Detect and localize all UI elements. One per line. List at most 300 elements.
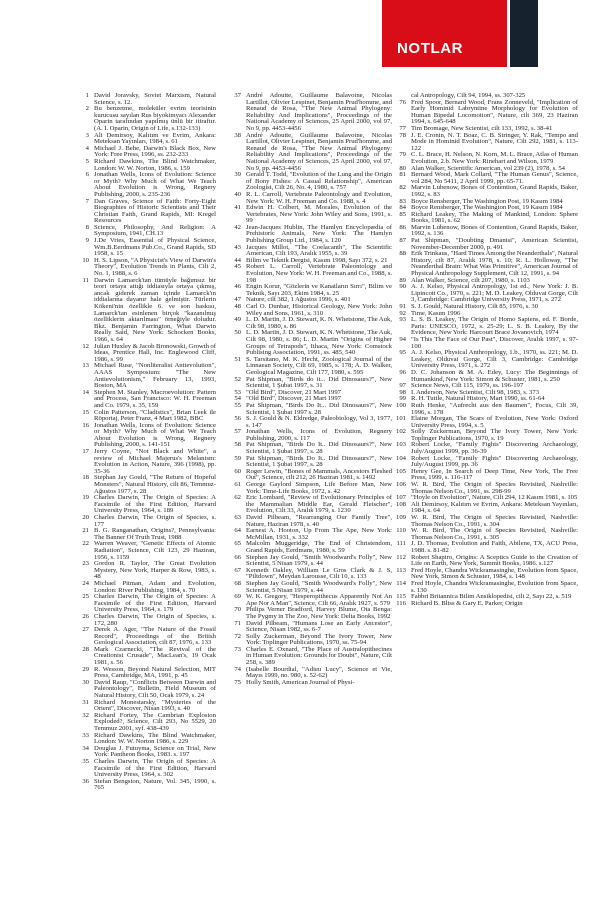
note-text: Kenneth Oakley, William Le Gros Clark & J. S, "Piltdown", Meydan Larousse, Cilt 10, s. 133	[246, 566, 392, 581]
note-text: L. S. B. Leakey, The Origin of Homo Sapiens, ed. F. Borde, Paris: UNESCO, 1972, s. 25-29; L. S. B. Leakey, By the Evidence, New York: Harcourt Brace Jovanovich, 1974	[411, 316, 578, 337]
note-entry	[76, 278, 216, 344]
note-text: Time, Kasım 1996	[411, 309, 461, 317]
note-entry	[76, 390, 216, 410]
note-entry	[76, 410, 216, 423]
note-entry	[228, 456, 392, 469]
note-entry	[76, 733, 216, 746]
note-number: 7	[85, 197, 89, 205]
note-text: Eric Lombard, "Review of Evolutionary Principles of the Mammalian Middle Ear, Gerald Fleischer", Evolution, Cilt 33, Aralık 1979, s. 1230	[246, 494, 392, 515]
note-number: 14	[82, 388, 89, 396]
note-text: L. D. Martin, J. D. Stewart, K. N. Whetstone, The Auk, Cilt 98, 1980, s. 86	[246, 316, 392, 330]
note-text: Dan Graves, Science of Faith: Forty-Eight Biographies of Historic Scientists and Their Christian Faith, Grand Rapids, MI: Kregel Resources	[94, 197, 216, 225]
note-text: "Old Bird", Discover, 21 Mart 1997	[246, 388, 342, 396]
note-number: 116	[396, 599, 406, 607]
notlar-banner	[382, 0, 507, 67]
note-number: 41	[234, 204, 241, 212]
note-text: Michael J. Behe, Darwin's Black Box, New York: Free Press, 1996, ss. 232-233	[94, 144, 216, 159]
note-number: 21	[82, 527, 89, 535]
note-text: Henry Gee, In Search of Deep Time, New York, The Free Press, 1999, s. 116-117	[411, 467, 578, 482]
note-entry	[76, 779, 216, 792]
note-text: Jean-Jacques Hublin, The Hamlyn Encyclopædia of Prehistoric Animals, New York: The Hamlyn Publishing Group Ltd., 1984, s. 120	[246, 223, 392, 245]
note-entry	[228, 541, 392, 554]
note-text: Richard Fortey, The Cambrian Explosion Exploded?, Science, Cilt 293, No 5529, 20 Temmuz 2001, syf. 438-439	[94, 711, 216, 732]
note-text: Pat Shipman, "Birds Do It... Did Dinosaurs?", New Scientist, 1 Şubat 1997 s. 28	[246, 401, 392, 416]
note-text: Bu benzetme, moleküler evrim teorisinin kurucusu sayılan Rus biyokimyacı Alexander Oparin tarafından yapılmış ünlü bir itiraftır. (A. I. Oparin, Origin of Life, s.132-133)	[94, 105, 216, 132]
note-text: Ruth Henke, "Aufrecht aus den Baumen", Focus, Cilt 39, 1996, s. 178	[411, 401, 578, 416]
note-number: 78	[399, 131, 406, 139]
note-number: 45	[234, 263, 241, 271]
note-text: David Raup, "Conflicts Between Darwin and Paleontology", Bulletin, Field Museum of Natural History, Cilt 50, Ocak 1979, s. 24	[94, 678, 216, 700]
note-number: 22	[82, 540, 89, 548]
note-number: 17	[82, 448, 89, 456]
note-entry	[76, 423, 216, 449]
note-number: 74	[234, 665, 241, 673]
note-text: H. S. Lipson, "A Physicist's View of Darwin's Theory", Evolution Trends in Plants, Cilt 2, No. 1, 1988, s. 6	[94, 256, 216, 278]
note-number: 71	[234, 619, 241, 627]
note-entry	[76, 199, 216, 225]
note-text: J.De Vries, Essential of Physical Science, Wm.B.Eerdmans Pub.Co., Grand Rapids, SD 1958, s. 15	[94, 237, 216, 258]
note-number: 90	[399, 283, 406, 291]
note-text: Michael Pitman, Adam and Evolution, London: River Publishing, 1984, s. 70	[94, 579, 216, 594]
note-entry	[228, 205, 392, 225]
note-text: Science, Philosophy, And Religion: A Symposium, 1941, CH.13	[94, 223, 216, 238]
note-number: 48	[234, 303, 241, 310]
note-number: 110	[396, 527, 406, 535]
note-number: 93	[399, 316, 406, 324]
note-text: Edwin H. Colbert, M. Morales, Evolution of the Vertebrates, New York: John Wiley and Sons, 1991, s. 99	[246, 204, 392, 225]
note-entry	[228, 377, 392, 390]
note-entry	[228, 330, 392, 356]
note-entry	[393, 442, 578, 455]
note-number: 94	[399, 335, 406, 343]
note-text: Jonathan Wells, Icons of Evolution: Science or Myth? Why Much of What We Teach About Evolution is Wrong, Regnery Publishing, 2000, s. 141-151	[94, 421, 216, 449]
note-text: Pat Shipman, "Doubting Dmanisi", American Scientist, November-December 2000, p. 491	[411, 237, 578, 251]
note-number: 15	[82, 408, 89, 416]
note-text: W. R. Bird, The Origin of Species Revisited, Nashville: Thomas Nelson Co., 1991, s. 304	[411, 514, 578, 528]
note-number: 92	[399, 309, 406, 317]
note-entry	[393, 317, 578, 337]
note-entry	[393, 350, 578, 370]
note-number: 103	[395, 441, 406, 449]
note-number: 40	[234, 190, 241, 198]
note-number: 111	[396, 540, 406, 548]
note-number: 39	[234, 171, 241, 179]
note-number: 59	[234, 454, 241, 462]
navy-tab	[510, 0, 538, 67]
note-text: Fred Hoyle, Chandra Wickramasinghe, Evolution from Space, New York, Simon & Schuster, 1984, s. 148	[411, 566, 578, 581]
note-number: 106	[395, 481, 406, 489]
note-number: 49	[234, 316, 241, 324]
note-entry	[228, 607, 392, 620]
note-entry	[393, 456, 578, 469]
note-text: Fabbri Britannica Bilim Ansiklopedisi, cilt 2, Sayı 22, s. 519	[411, 593, 572, 601]
note-number: 31	[82, 698, 89, 706]
note-text: W. R. Bird, The Origin of Species Revisited, Nashville: Thomas Nelson Co., 1991, ss. 298-99	[411, 481, 578, 495]
note-entry	[76, 594, 216, 614]
note-number: 96	[399, 368, 406, 376]
note-number: 98	[399, 388, 406, 396]
note-number: 36	[82, 777, 89, 785]
note-number: 29	[82, 665, 89, 673]
note-number: 47	[234, 296, 241, 304]
note-text: S. Tarsitano, M. K. Hecht, Zoological Journal of the Linnaean Society, Cilt 69, 1985, s. 178; A. D. Walker, Geological Magazine, Cilt 177, 1980, s. 595	[246, 355, 392, 376]
note-entry	[228, 172, 392, 192]
note-number: 87	[399, 237, 406, 245]
note-text: Richard Monestarsky, "Mysteries of the Orient", Discover, Nisan 1993, s. 40	[94, 698, 216, 713]
note-text: Michael Ruse, "Nonliteralist Antievolution", AAAS Symposium: "The New Antievolutionism," February 13, 1993, Boston, MA	[94, 362, 216, 390]
note-number: 62	[234, 494, 241, 502]
note-entry	[76, 258, 216, 278]
note-text: R. L. Carroll, Vertebrate Paleontology and Evolution, New York: W. H. Freeman and Co. 1988, s. 4	[246, 190, 392, 205]
note-text: Charles Darwin, The Origin of Species: A Facsimile of the First Edition, Harvard University Press, 1964, s. 179	[94, 593, 216, 614]
note-entry	[76, 680, 216, 700]
note-text: André Adoutte, Guillaume Balavoine, Nicolas Lartillot, Olivier Lespinet, Benjamin Prud'homme, and Renaud de Rosa, "The New Animal Phylogeny: Reliability And Implications", Proceedings of the National Academy of Sciences, 25 April 2000, vol 97, No 9, pp. 4453-4456	[246, 131, 392, 172]
note-text: J. D. Thomas, Evolution and Faith, Abilene, TX, ACU Press, 1988. s. 81-82	[411, 540, 578, 554]
note-text: Stephan Jay Gould, "The Return of Hopeful Monsters", Natural History, cilt 86, Temmuz-Ağustos 1977, s. 28	[94, 474, 216, 495]
notes-column-3	[393, 93, 578, 607]
note-number: 2	[85, 105, 89, 113]
note-number: 95	[399, 349, 406, 357]
note-entry	[393, 601, 578, 608]
note-number: 11	[82, 276, 89, 284]
note-text: Ali Demirsoy, Kalıtım ve Evrim, Ankara: Meteksan Yayınları, 1984, s. 64	[411, 500, 578, 515]
note-text: Nature, cilt 382, 1 Ağustos 1996, s. 401	[246, 296, 351, 304]
notes-columns	[76, 93, 578, 792]
note-number: 82	[399, 184, 406, 192]
note-number: 63	[234, 514, 241, 521]
note-text: C. L. Brace, H. Nelson, N. Korn, M. L. Brace, Atlas of Human Evolution, 2.b. New York: Rinehart and Wilson, 1979	[411, 151, 578, 165]
note-entry	[228, 264, 392, 284]
note-entry	[228, 647, 392, 667]
note-text: D. C. Johanson & M. A. Edey, Lucy: The Beginnings of Humankind, New York: Simon & Schuster, 1981, s. 250	[411, 368, 578, 383]
note-number: 105	[395, 467, 406, 475]
note-number: 102	[395, 428, 406, 436]
note-number: 42	[234, 223, 241, 231]
note-number: 66	[234, 553, 241, 561]
note-text: Richard B. Bliss & Gary E. Parker, Origin	[411, 599, 523, 607]
notes-column-1	[76, 93, 216, 792]
note-text: George Gaylord Simpson, Life Before Man, New York: Time-Life Books, 1972, s. 42	[246, 481, 392, 495]
note-entry	[76, 133, 216, 146]
note-entry	[228, 680, 392, 687]
note-text: Roger Lewin, "Bones of Mammals, Ancestors Fleshed Out", Science, cilt 212, 26 Haziran 1981, s. 1492	[246, 467, 392, 482]
note-entry	[76, 700, 216, 713]
note-text: Earnest A. Hooton, Up From The Ape, New York: McMillan, 1931, s. 332	[246, 527, 392, 541]
note-number: 75	[234, 678, 241, 686]
note-text: J. E. Cronin, N. T. Boaz, C. B. Stringer, Y. Rak, "Tempo and Mode in Hominid Evolution", Nature, Cilt 292, 1981, s. 113-122	[411, 131, 578, 152]
note-text: Boyce Rensberger, The Washington Post, 19 Kasım 1984	[411, 197, 563, 205]
note-number: 77	[399, 124, 406, 132]
note-text: André Adoutte, Guillaume Balavoine, Nicolas Lartillot, Olivier Lespinet, Benjamin Prud'homme, and Renaud de Rosa, "The New Animal Phylogeny: Reliability And Implications", Proceedings of the National Academy of Sciences, 25 April 2000, vol 97, No 9, pp. 4453-4456	[246, 92, 392, 132]
note-text: Richard Leakey, The Making of Mankind, London: Sphere Books, 1981, s. 62	[411, 210, 578, 225]
note-number: 91	[399, 303, 406, 310]
note-text: Jacques Millot, "The Coelacanth", The Scientific American, Cilt 193, Aralık 1955, s. 39	[246, 243, 392, 258]
note-text: B. G. Ranganathan, Origins?, Pennsylvania: The Banner Of Truth Trust, 1988	[94, 527, 216, 541]
note-number: 69	[234, 593, 241, 601]
note-entry	[76, 541, 216, 561]
note-number: 68	[234, 579, 241, 587]
note-entry	[76, 172, 216, 198]
note-entry	[76, 627, 216, 647]
note-text: A. J. Kelso, Physical Antropology, 1st ed., New York: J. B. Lipincott Co., 1970, s. 221; M. D. Leakey, Olduvai Gorge, Cilt 3, Cambridge: Cambridge University Press, 1971, s. 272	[411, 283, 578, 304]
note-number: 34	[82, 744, 89, 752]
note-number: 20	[82, 514, 89, 521]
note-text: Jerry Coyne, "Not Black and White", a review of Michael Majerus's Melanism: Evolution in Action, Nature, 396 (1998), pp. 35-36	[94, 448, 216, 475]
note-number: 26	[82, 612, 89, 620]
note-entry	[76, 561, 216, 581]
note-number: 79	[399, 151, 406, 159]
note-text: Robert L. Carroll, Vertebrate Paleontology and Evolution, New York: W. H. Freeman and Co., 1988, s. 198	[246, 263, 392, 284]
note-number: 53	[234, 388, 241, 396]
note-entry	[76, 647, 216, 667]
note-number: 3	[85, 131, 89, 139]
note-text: Charles Darwin, The Origin of Species, s. 172, 280	[94, 612, 216, 627]
note-number: 99	[399, 395, 406, 403]
note-number: 8	[85, 223, 89, 231]
note-number: 46	[234, 283, 241, 291]
note-number: 60	[234, 467, 241, 475]
note-text: Jonathan Wells, Icons of Evolution: Science or Myth? Why Much of What We Teach About Evolution is Wrong, Regnery Publishing, 2000, s. 235-236	[94, 171, 216, 198]
note-entry	[76, 363, 216, 389]
note-text: Ali Demirsoy, Kalıtım ve Evrim, Ankara: Meteksan Yayınları, 1984, s. 61	[94, 131, 216, 146]
note-number: 27	[82, 626, 89, 634]
note-number: 107	[395, 494, 406, 502]
note-number: 89	[399, 276, 406, 284]
note-text: Charles E. Oxnard, "The Place of Australopithecines in Human Evolution: Grounds for Doubt", Nature, Cilt 258, s. 389	[246, 645, 392, 667]
note-text: Fred Spoor, Bernard Wood, Frans Zonneveld, "Implication of Early Hominid Labryntine Morphology for Evolution of Human Bipedal Locomotion", Nature, cilt 369, 23 Haziran 1994, s. 645-648	[411, 98, 578, 126]
note-number: 38	[234, 131, 241, 139]
note-entry	[76, 146, 216, 159]
note-number: 51	[234, 355, 241, 363]
note-text: Erik Trinkaus, "Hard Times Among the Neanderthals", Natural History, cilt 87, Aralık 1978, s. 10; R. L. Holloway, "The Neanderthal Brain: What Was Primitive", American Journal of Physical Anthropology Supplement, Cilt 12, 1991, s. 94	[411, 250, 578, 278]
note-entry	[76, 759, 216, 779]
note-number: 57	[234, 428, 241, 436]
note-number: 23	[82, 560, 89, 568]
note-text: Robert Locke, "Family Fights" Discovering Archaeology, July/August 1999, pp. 36-39	[411, 441, 578, 456]
note-text: Malcolm Muggeridge, The End of Christendom, Grand Rapids, Eerdmans, 1980, s. 59	[246, 540, 392, 554]
note-text: R. Wesson, Beyond Natural Selection, MIT Press, Cambridge, MA, 1991, p. 45	[94, 665, 216, 680]
note-number: 100	[395, 401, 406, 409]
note-number: 88	[399, 250, 406, 258]
note-entry	[228, 245, 392, 258]
note-text: Richard Dawkins, The Blind Watchmaker, London: W. W. Norton, 1986, s. 159	[94, 157, 216, 172]
note-text: R. H. Tuttle, Natural History, Mart 1990, ss. 61-64	[411, 395, 545, 403]
note-number: 13	[82, 362, 89, 370]
note-number: 97	[399, 382, 406, 390]
note-number: 56	[234, 415, 241, 423]
note-number: 54	[234, 395, 241, 403]
note-entry	[393, 152, 578, 165]
note-text: Charles Darwin, The Origin of Species: A Facsimile of the First Edition, Harvard University Press, 1964, s. 302	[94, 757, 216, 779]
note-text: Mark Czarnecki, "The Revival of the Creationist Crusade", MacLean's, 19 Ocak 1981, s. 56	[94, 645, 216, 667]
note-entry	[76, 475, 216, 495]
note-text: David Pilbeam, "Rearranging Our Family Tree", Nature, Haziran 1978, s. 40	[246, 514, 392, 528]
note-text: Stephen Jay Gould, "Smith Woodward's Folly", New Scientist, 5 Nisan 1979, s. 44	[246, 553, 392, 568]
note-text: Robert Locke, "Family Fights" Discovering Archaeology, July/August 1999, pp. 36	[411, 454, 578, 469]
note-number: 113	[396, 566, 406, 574]
note-text: S. J. Gould & N. Eldredge, Paleobiology, Vol 3, 1977, s. 147	[246, 415, 392, 429]
note-entry	[228, 634, 392, 647]
note-text: Stephen Jay Gould, "Smith Woodward's Folly", New Scientist, 5 Nisan 1979, s. 44	[246, 579, 392, 594]
note-number: 52	[234, 375, 241, 383]
note-text: L. D. Martin, J. D. Stewart, K. N. Whetstone, The Auk, Cilt 98, 1980, s. 86; L. D. Martin "Origins of Higher Groups of Tetrapods", Ithaca, New York: Comstock Publising Association, 1991, ss. 485, 540	[246, 329, 392, 357]
note-number: 70	[234, 606, 241, 614]
note-number: 12	[82, 342, 89, 350]
note-text: Julian Huxley & Jacob Bronowski, Growth of Ideas, Prentice Hall, Inc. Englewood Cliff, 1986, s. 99	[94, 342, 216, 363]
note-entry	[228, 442, 392, 455]
notes-column-2	[228, 93, 392, 686]
note-number: 108	[395, 500, 406, 508]
note-text: Carl O. Dunbar, Historical Geology, New York: John Wiley and Sons, 1961, s. 310	[246, 303, 392, 317]
note-number: 114	[396, 579, 406, 587]
note-text: Bilim ve Teknik Dergisi, Kasım 1998, Sayı 372, s. 21	[246, 256, 388, 264]
note-entry	[228, 555, 392, 568]
note-entry	[76, 344, 216, 364]
note-number: 19	[82, 494, 89, 502]
note-number: 81	[399, 171, 406, 179]
note-entry	[228, 225, 392, 245]
note-number: 9	[85, 237, 89, 245]
note-text: Charles Darwin, The Origin of Species: A Facsimile of the First Edition, Harvard University Press, 1964, s. 189	[94, 494, 216, 515]
note-number: 72	[234, 632, 241, 640]
note-entry	[228, 495, 392, 515]
note-number: 25	[82, 593, 89, 601]
note-text: Engin Korur, "Gözlerin ve Kanatların Sırrı", Bilim ve Teknik, Sayı 203, Ekim 1984, s. 25	[246, 283, 392, 297]
note-number: 4	[85, 144, 89, 152]
note-entry	[393, 284, 578, 304]
note-text: Alan Walker, Scientific American, vol 239 (2), 1978, s. 54	[411, 164, 566, 172]
note-entry	[393, 100, 578, 126]
note-text: Fred Hoyle, Chandra Wickramasinghe, Evolution from Space, s. 130	[411, 579, 578, 594]
note-entry	[228, 93, 392, 133]
note-text: Jonathan Wells, Icons of Evolution, Regnery Publishing, 2000, s. 117	[246, 428, 392, 442]
note-number: 112	[396, 553, 406, 561]
note-number: 5	[85, 157, 89, 165]
note-entry	[76, 238, 216, 258]
note-number: 67	[234, 566, 241, 574]
note-text: Tim Bromage, New Scientist, cilt 133, 1992, s. 38-41	[411, 124, 553, 132]
note-text: Charles Darwin, The Origin of Species, s. 177	[94, 514, 216, 528]
note-text: S. J. Gould, Natural History, Cilt 85, 1976, s. 30	[411, 303, 539, 310]
note-number: 6	[85, 171, 89, 179]
note-number: 44	[234, 256, 241, 264]
note-number: 109	[395, 514, 406, 521]
note-number: 32	[82, 711, 89, 719]
note-text: David Joravsky, Soviet Marxism, Natural Science, s. 12.	[94, 92, 216, 106]
note-text: Richard Dawkins, The Blind Watchmaker, London: W. W. Norton 1986, s. 229	[94, 731, 216, 746]
note-text: Philips Verner Bradford, Harvey Blume, Ota Benga: The Pygmy in The Zoo, New York: Delta Books, 1992	[246, 606, 392, 620]
note-text: Pat Shipman, "Birds do it... Did Dinosaurs?", New Scientist, 1 Şubat 1997, s. 31	[246, 375, 392, 390]
note-number: 58	[234, 441, 241, 449]
note-number: 64	[234, 527, 241, 535]
note-entry	[393, 133, 578, 153]
note-number: 85	[399, 210, 406, 218]
note-number: 33	[82, 731, 89, 739]
note-text: Darwin Lamarck'tan tümüyle bağımsız bir teori ortaya attığı iddiasıyla ortaya çıkmış, ancak giderek zaman içinde Lamarck'ın iddialarına dayanır hale gelmiştir. Türlerin Kökeni'nin özellikle 6. ve son baskısı, Lamarck'tan esinlenen birçok "kazanılmış özelliklerin aktarılması" örneğiyle doludur. Bkz. Benjamin Farrington, What Darwin Really Said, New York: Schocken Books, 1966, s. 64	[94, 276, 216, 343]
note-entry	[76, 746, 216, 759]
note-text: "Old Bird", Discover, 21 Mart 1997	[246, 395, 342, 403]
note-number: 115	[396, 593, 406, 601]
note-number: 16	[82, 421, 89, 429]
note-text: "Is This The Face of Our Past", Discover, Aralık 1997, s. 97-100	[411, 335, 578, 350]
note-text: Holly Smith, American Journal of Physi-	[246, 678, 355, 686]
note-text: Gerald T. Todd, "Evolution of the Lung and the Origin of Bony Fishes: A Casual Relationship", American Zoologist, Cilt 26, No. 4, 1980, s. 757	[246, 171, 392, 192]
note-text: Alan Walker, Science, cilt 207, 1980, s. 1103	[411, 276, 530, 284]
note-number: 24	[82, 579, 89, 587]
note-text: W. R. Bird, The Origin of Species Revisited, Nashville: Thomas Nelson Co., 1991, s. 305	[411, 527, 578, 541]
note-entry	[76, 713, 216, 733]
note-entry	[76, 667, 216, 680]
note-text: Pat Shipman, "Birds Do It.. Did Dinosaurs?", New Scientist, 1 Şubat 1997, s. 28	[246, 441, 392, 456]
note-entry	[393, 568, 578, 581]
note-text: I. Anderson, New Scientist, Cilt 98, 1983, s. 373	[411, 388, 540, 396]
note-entry	[76, 449, 216, 475]
note-entry	[76, 495, 216, 515]
note-text: Solly Zuckerman, Beyond The Ivory Tower, New York: Toplinger Publications, 1970, ss. 75-94	[246, 632, 392, 647]
note-text: Gordon R. Taylor, The Great Evolution Mystery, New York, Harper & Row, 1983, s. 48	[94, 560, 216, 581]
note-text: "Hoyle on Evolution", Nature, Cilt 294, 12 Kasım 1981, s. 105	[411, 494, 578, 502]
note-entry	[228, 357, 392, 377]
note-number: 28	[82, 645, 89, 653]
note-entry	[393, 212, 578, 225]
note-text: Science News, Cilt 115, 1979, ss. 196-197	[411, 382, 524, 390]
note-number: 65	[234, 540, 241, 548]
note-entry	[228, 568, 392, 581]
note-number: 50	[234, 329, 241, 337]
note-text: Warren Weaver, "Genetic Effects of Atomic Radiation", Science, Cilt 123, 29 Haziran, 1956, s. 1159	[94, 540, 216, 561]
note-text: Colin Patterson, "Cladistics", Brian Leek ile Röportaj, Peter Franz, 4 Mart 1982, BBC	[94, 408, 216, 423]
note-text: (Isabelle Bourdial, "Adieu Lucy", Science et Vie, Mayıs 1999, no. 980, s. 52-62)	[246, 665, 392, 680]
note-number: 76	[399, 98, 406, 106]
note-entry	[393, 185, 578, 198]
note-number: 43	[234, 243, 241, 251]
note-number: 80	[399, 164, 406, 172]
note-number: 101	[395, 415, 406, 423]
note-text: W. K. Gregory, "Hesperopithecus Apparently Not An Ape Nor A Man", Science, Cilt 66, Aralık 1927, s. 579	[246, 593, 392, 607]
note-text: cal Antropology, Cilt 94, 1994, ss. 307-325	[411, 92, 526, 99]
note-entry	[76, 106, 216, 132]
note-number: 37	[234, 92, 241, 99]
note-text: David Pilbeam, "Humans Lose an Early Ancestor", Science, Nisan 1982, ss. 6-7	[246, 619, 392, 634]
note-number: 73	[234, 645, 241, 653]
note-entry	[393, 541, 578, 554]
note-entry	[228, 621, 392, 634]
note-text: Solly Zuckerman, Beyond The Ivory Tower, New York: Toplinger Publications, 1970, s. 19	[411, 428, 578, 442]
note-text: Marvin Lubenow, Bones of Contention, Grand Rapids, Baker, 1992, s. 83	[411, 184, 578, 198]
note-number: 1	[85, 92, 89, 99]
page-title: NOTLAR	[397, 40, 464, 57]
note-entry	[228, 133, 392, 173]
note-text: Pat Shipman, "Birds Do It.. Did Dinosaurs?", New Scientist, 1 Şubat 1997, s. 28	[246, 454, 392, 469]
note-text: Boyce Rensberger, The Washington Post, 19 Kasım 1984	[411, 204, 563, 212]
note-text: Stephen M. Stanley, Macroevolution: Pattern and Process, San Francisco: W. H. Freeman and Co. 1979, s. 35, 159	[94, 388, 216, 409]
note-entry	[393, 251, 578, 277]
note-number: 61	[234, 481, 241, 489]
note-text: Bernard Wood, Mark Collard, "The Human Genus", Science, vol 284, No 5411, 2 April 1999, pp. 65-71.	[411, 171, 578, 185]
note-text: Robert Shapiro, Origins: A Sceptics Guide to the Creation of Life on Earth, New York, Summit Books, 1986. s.127	[411, 553, 578, 568]
note-number: 18	[82, 474, 89, 482]
note-text: A. J. Kelso, Physical Anthropology, 1.b., 1970, ss. 221; M. D. Leakey, Olduvai Gorge, Cilt 3, Cambridge: Cambridge University Press, 1971, s. 272	[411, 349, 578, 370]
note-entry	[393, 555, 578, 568]
note-number: 86	[399, 223, 406, 231]
note-number: 55	[234, 401, 241, 409]
note-number: 10	[82, 256, 89, 264]
note-text: Stefan Bengston, Nature, Vol. 345, 1990, s. 765	[94, 777, 216, 792]
note-number: 30	[82, 678, 89, 686]
note-text: Marvin Lubenow, Bones of Contention, Grand Rapids, Baker, 1992, s. 136	[411, 223, 578, 238]
note-text: Derek A. Ager, "The Nature of the Fossil Record", Proceedings of the British Geological Association, cilt 87, 1976, s. 133	[94, 626, 216, 647]
note-number: 35	[82, 757, 89, 765]
